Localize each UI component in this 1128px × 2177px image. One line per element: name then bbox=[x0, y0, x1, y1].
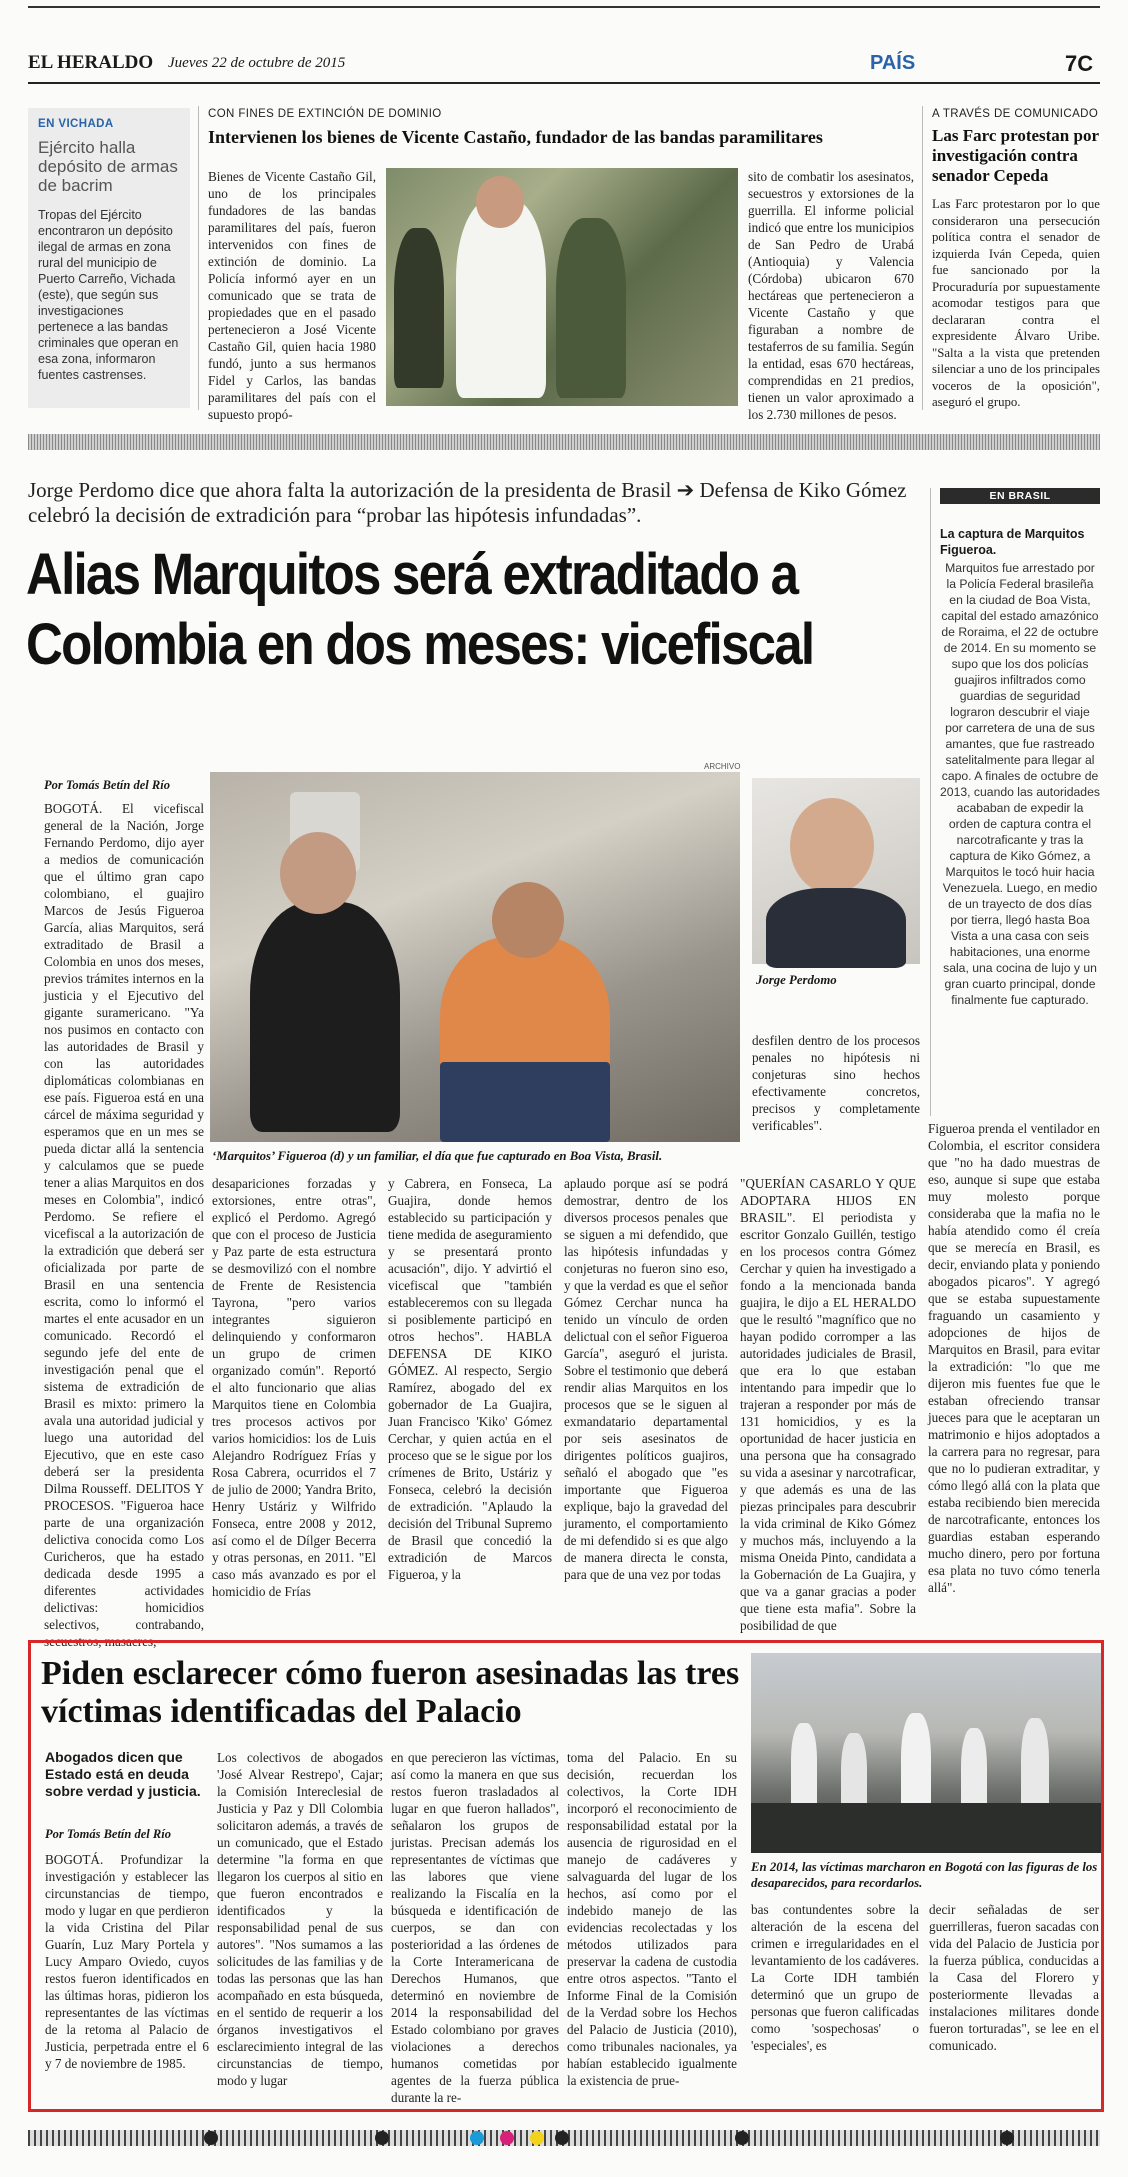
palacio-col1: BOGOTÁ. Profundizar la investigación y establecer las circunstancias de tiempo, modo y lugar en que perdieron la vida Cristina del Pilar Guarín, Luz Mary Portela y Lucy Amparo Oviedo, cuyos restos fueron identificados en las últimas horas, pidieron los representantes de las víctimas de la retoma al Palacio de Justicia, perpetrada entre el 6 y 7 de noviembre de 1985. bbox=[45, 1852, 209, 2071]
brief-farc-body: Las Farc protestaron por lo que consideraron una persecución política contra el senador de izquierda Iván Cepeda, quien fue sancionado por la Procuraduría por supuestamente acomodar testigos para que declararan contra el expresidente Álvaro Uribe. "Salta a la vista que pretenden silenciar a uno de los principales voceros de la oposición", aseguró el grupo. bbox=[932, 197, 1100, 409]
page-number: 7C bbox=[1065, 51, 1094, 76]
main-col5: "QUERÍAN CASARLO Y QUE ADOPTARA HIJOS EN BRASIL". El periodista y escritor Gonzalo Guillén, testigo en los procesos contra Gómez Cerchar y quien ha investigado a fondo a la mencionada banda guajira, le dijo a EL HERALDO que le resultó "magnífico que no hayan podido corromper a las autoridades judiciales de Brasil, que era lo que estaban intentando para impedir que lo trajeran a responder por más de 131 homicidios, y es la oportunidad de hacer justicia en una persona que ha consagrado su vida a asesinar y narcotraficar, y que además es una de las piezas principales para descubrir la vida criminal de Kiko Gómez y muchos más, incluyendo a la misma Oneida Pinto, candidata a la Gobernación de La Guajira, y que va a ganar gracias a poder que tiene esta mafia". Sobre la posibilidad de que bbox=[740, 1176, 916, 1633]
main-photo-caption: ‘Marquitos’ Figueroa (d) y un familiar, el día que fue capturado en Boa Vista, Brasil. bbox=[212, 1149, 663, 1163]
section-divider bbox=[28, 434, 1100, 450]
person-head bbox=[476, 176, 524, 228]
palacio-col5: bas contundentes sobre la alteración de la escena del crimen e irregularidades en el levantamiento de los cadáveres. La Corte IDH también determinó que un grupo de personas que fueron calificadas como 'sospechosas' o 'especiales', es bbox=[751, 1902, 919, 2053]
march-photo-caption: En 2014, las víctimas marcharon en Bogotá con las figuras de los desaparecidos, para recordarlos. bbox=[751, 1860, 1098, 1890]
figure bbox=[791, 1723, 817, 1813]
header-rule bbox=[28, 82, 1100, 84]
main-headline-line1: Alias Marquitos será extraditado a bbox=[26, 542, 798, 607]
column-rule bbox=[922, 106, 923, 410]
palacio-col2: Los colectivos de abogados 'José Alvear Restrepo', Cajar; la Comisión Intereclesial de Justicia y Paz y Dll Colombia solicitaron además, a través de un comunicado, que el Estado determine "la forma en que llegaron los cuerpos al sitio en que fueron encontrados e identificados y la responsabilidad penal de sus autores". "Nos sumamos a las solicitudes de las familias y de todas las personas que las han acompañado en esta búsqueda, en el sentido de requerir a los órganos investigativos el esclarecimiento integral de las circunstancias de tiempo, modo y lugar bbox=[217, 1750, 383, 2088]
register-dot bbox=[204, 2131, 218, 2145]
top-story-headline: Intervienen los bienes de Vicente Castaño, fundador de las bandas paramilitares bbox=[208, 127, 823, 147]
top-story-col2: sito de combatir los asesinatos, secuestros y extorsiones de la guerrilla. El informe policial indicó que entre los municipios de San Pedro de Urabá (Antioquia) y Valencia (Córdoba) ubicaron 670 hectáreas que pertenecieron a Vicente Castaño y que figuraban a nombre de testaferros de su familia. Según la entidad, esas 670 hectáreas, comprendidas en 21 predios, tienen un valor aproximado a los 2.730 millones de pesos. bbox=[748, 169, 914, 422]
main-byline: Por Tomás Betín del Río bbox=[44, 778, 170, 792]
section-label: PAÍS bbox=[870, 52, 916, 74]
person-figure bbox=[456, 198, 546, 398]
soldier-figure bbox=[394, 228, 444, 388]
palacio-col4: toma del Palacio. En su decisión, recuerdan los colectivos, la Corte IDH incorporó el reconocimiento de responsabilidad estatal por la ausencia de rigurosidad en el manejo de cadáveres y salvaguarda del lugar de los hechos, así como por el indebido manejo de las evidencias recolectadas y los métodos utilizados para preservar la cadena de custodia entre otros aspectos. "Tanto el Informe Final de la Comisión de la Verdad sobre los Hechos del Palacio de Justicia (2010), como tribunales nacionales, ya habían establecido igualmente la existencia de prue- bbox=[567, 1750, 737, 2088]
register-dot bbox=[555, 2131, 569, 2145]
man-head bbox=[280, 832, 356, 914]
castano-photo bbox=[386, 168, 738, 406]
main-col6: Figueroa prenda el ventilador en Colombia, el escritor considera que "no ha dado muestras de eso, aunque si supe que estaba muy molesto porque consideraba que la mafia no le había atendido como él creía que se merecía en Brasil, es decir, enviando plata y poniendo abogados picaros". Y agregó que se estaba supuestamente fraguando un casamiento y adopciones de hijos de Marquitos en Brasil, para evitar la extradición: "lo que me dijeron mis fuentes fue que le estaban ofreciendo transar jueces para que le aceptaran un matrimonio e hijos adoptados a la carrera para no regresar, para que no lo pudieran extraditar, y cómo llegó allá con la plata que estaba recibiendo bien merecida de narcotraficante, entonces los guardias estaban esperando mucho dinero, pero por fortuna esa plata no tuvo cómo tenerla allá". bbox=[928, 1121, 1100, 1595]
palacio-headline: Piden esclarecer cómo fueron asesinadas las tres víctimas identificadas del Palacio bbox=[41, 1655, 740, 1730]
soldier-figure bbox=[556, 218, 626, 398]
brief-farc-kicker: A TRAVÉS DE COMUNICADO bbox=[932, 108, 1099, 120]
portrait-head bbox=[790, 798, 874, 894]
man-black-shirt bbox=[250, 902, 400, 1132]
register-dot bbox=[735, 2131, 749, 2145]
palacio-byline: Por Tomás Betín del Río bbox=[45, 1827, 171, 1841]
column-rule bbox=[198, 106, 199, 410]
magenta-register-dot bbox=[500, 2131, 514, 2145]
main-col4: aplaudo porque así se podrá demostrar, dentro de los diversos procesos penales que se siguen a mi defendido, que las hipótesis infundadas y conjeturas no fueron sino eso, y que la verdad es que el señor Gómez Cerchar nunca ha tenido un vínculo de orden delictual con el señor Figueroa García", aseguró el jurista. Sobre el testimonio que deberá rendir alias Marquitos en los procesos que se le siguen al exmandatario departamental por seis asesinatos de dirigentes políticos guajiros, señaló el abogado que "es importante que Figueroa explique, bajo la gravedad del juramento, el comportamiento de mi defendido si es que algo de manera directa le consta, para que de una vez por todas bbox=[564, 1176, 728, 1582]
palacio-story-box bbox=[28, 1640, 1104, 2112]
top-edge-rule bbox=[28, 6, 1100, 8]
masthead: EL HERALDO bbox=[28, 52, 154, 73]
register-dot bbox=[375, 2131, 389, 2145]
portrait-suit bbox=[766, 888, 906, 968]
sidebar-tag: EN BRASIL bbox=[940, 488, 1100, 504]
brief-title: Ejército halla depósito de armas de bacrim bbox=[38, 138, 178, 195]
palacio-deck: Abogados dicen que Estado está en deuda sobre verdad y justicia. bbox=[45, 1749, 201, 1799]
photo-credit: ARCHIVO bbox=[704, 762, 741, 771]
sidebar-brasil bbox=[940, 488, 1100, 1116]
brief-vichada bbox=[28, 108, 190, 408]
brief-farc-headline: Las Farc protestan por investigación contra senador Cepeda bbox=[932, 126, 1099, 185]
top-story-col1: Bienes de Vicente Castaño Gil, uno de los principales fundadores de las bandas paramilitares del país, fueron intervenidos con fines de extinción de dominio. La Policía informó ayer en un comunicado que se trata de propiedades que en el pasado pertenecieron a José Vicente Castaño Gil, quien hacia 1980 fundó, junto a sus hermanos Fidel y Carlos, las bandas paramilitares del país con el supuesto propó- bbox=[208, 169, 376, 422]
marquitos-photo bbox=[210, 772, 740, 1142]
brief-kicker: EN VICHADA bbox=[38, 118, 114, 130]
sidebar-title: La captura de Marquitos Figueroa. bbox=[940, 527, 1085, 557]
jeans bbox=[440, 1062, 610, 1142]
register-dot bbox=[1000, 2131, 1014, 2145]
main-col5-top: desfilen dentro de los procesos penales no hipótesis ni conjeturas sino hechos efectivamente concretos, precisos y completamente verificables". bbox=[752, 1033, 920, 1133]
palacio-col6: decir señaladas de ser guerrilleras, fueron sacadas con vida del Palacio de Justicia por la fuerza pública, conducidas a la Casa del Florero y posteriormente llevadas a instalaciones militares donde fueron torturadas", se lee en el comunicado. bbox=[929, 1902, 1099, 2053]
perdomo-portrait bbox=[752, 778, 920, 964]
column-rule bbox=[930, 488, 931, 1116]
man-head bbox=[492, 882, 564, 958]
main-headline-line2: Colombia en dos meses: vicefiscal bbox=[26, 612, 814, 677]
cyan-register-dot bbox=[470, 2131, 484, 2145]
palacio-col3: en que perecieron las víctimas, así como la manera en que sus restos fueron trasladados al lugar en que fueron hallados", señalaron los grupos de juristas. Precisan además los representantes de víctimas que las labores que viene realizando la Fiscalía en la búsqueda e identificación de cuerpos, se dan con posterioridad a las órdenes de la Corte Interamericana de Derechos Humanos, que determinó en noviembre de 2014 la responsabilidad del Estado colombiano por graves violaciones a derechos humanos cometidas por agentes de la fuerza pública durante la re- bbox=[391, 1750, 559, 2105]
issue-date: Jueves 22 de octubre de 2015 bbox=[168, 55, 346, 71]
crowd bbox=[751, 1803, 1101, 1853]
portrait-caption: Jorge Perdomo bbox=[756, 973, 837, 987]
march-photo bbox=[751, 1653, 1101, 1853]
main-col3: y Cabrera, en Fonseca, La Guajira, donde hemos establecido su participación y tiene medida de aseguramiento y se presentará pronto acusación", dijo. Y advirtió el vicefiscal que "también estableceremos con su llegada si posiblemente participó en otros hechos". HABLA DEFENSA DE KIKO GÓMEZ. Al respecto, Sergio Ramírez, abogado del ex gobernador de La Guajira, Juan Francisco 'Kiko' Gómez Cerchar, y quien actúa en el proceso que se le sigue por los crímenes de Brito, Ustáriz y Fonseca, celebró la decisión de extradición. "Aplaudo la decisión del Tribunal Supremo de Brasil que concedió la extradición de Marcos Figueroa, y la bbox=[388, 1176, 552, 1582]
yellow-register-dot bbox=[530, 2131, 544, 2145]
top-story-kicker: CON FINES DE EXTINCIÓN DE DOMINIO bbox=[208, 108, 442, 120]
main-col2: desapariciones forzadas y extorsiones, entre otras", explicó el Perdomo. Agregó que con el proceso de Justicia y Paz parte de esta estructura se desmovilizó con el nombre de Frente de Resistencia Tayrona, "pero varios integrantes siguieron delinquiendo y conformaron un grupo de crimen organizado común". Reportó el alto funcionario que alias Marquitos tiene en Colombia tres procesos activos por varios homicidios: los de Luis Alejandro Rodríguez Frías y Rosa Cabrera, ocurridos el 7 de julio de 2000; Yandra Brito, Henry Ustáriz y Wilfrido Fonseca, entre 2008 y 2012, así como el de Dílger Becerra y otras personas, en 2011. "El caso más avanzado es por el homicidio de Frías bbox=[212, 1176, 376, 1599]
sidebar-body: Marquitos fue arrestado por la Policía Federal brasileña en la ciudad de Boa Vista, capital del estado amazónico de Roraima, el 22 de octubre de 2014. En su momento se supo que los dos policías guajiros infiltrados como guardias de seguridad lograron descubrir el viaje por carretera de una de sus amantes, que fue rastreado satelitalmente para llegar al capo. A finales de octubre de 2013, cuando las autoridades acababan de expedir la orden de captura contra el narcotraficante y tras la captura de Kiko Gómez, a Marquitos le tocó huir hacia Venezuela. Luego, en medio de un trayecto de dos días por tierra, llegó hasta Boa Vista a una casa con seis habitaciones, una enorme sala, una cocina de lujo y un gran cuarto principal, donde finalmente fue capturado. bbox=[940, 561, 1100, 1007]
main-deck: Jorge Perdomo dice que ahora falta la autorización de la presidenta de Brasil ➔ Defensa de Kiko Gómez celebró la decisión de extradición para “probar las hipótesis infundadas”. bbox=[28, 478, 907, 527]
main-col1: BOGOTÁ. El vicefiscal general de la Nación, Jorge Fernando Perdomo, dijo ayer a medios de comunicación que el último gran capo colombiano, el guajiro Marcos de Jesús Figueroa García, alias Marquitos, será extraditado de Brasil a Colombia en unos dos meses, previos trámites internos en la justicia y el Ejecutivo del gigante suramericano. "Ya nos pusimos en contacto con las autoridades de Brasil y con las autoridades diplomáticas colombianas en ese país. Figueroa está en una cárcel de máxima seguridad y esperamos que en un mes se pueda dictar allá la sentencia y calculamos que se puede tener a alias Marquitos en dos meses en Colombia", indicó Perdomo. Se refiere el vicefiscal a la autorización de la extradición que deberá ser oficializada por parte de Brasil en una sentencia escrita, como lo informó el martes el ente acusador en un comunicado. Recordó el segundo jefe del ente de investigación penal que el sistema de extradición de Brasil es mixto: primero la avala una autoridad judicial y luego una autoridad del Ejecutivo, que en este caso deberá ser la presidenta Dilma Rousseff. DELITOS Y PROCESOS. "Figueroa hace parte de una organización delictiva conocida como Los Curicheros, que ha estado dedicada desde 1995 a diferentes actividades delictivas: homicidios selectivos, contrabando, secuestros, masacres, bbox=[44, 801, 204, 1649]
brief-body: Tropas del Ejército encontraron un depósito ilegal de armas en zona rural del municipio de Puerto Carreño, Vichada (este), que según sus investigaciones pertenece a las bandas criminales que operan en esa zona, informaron fuentes castrenses. bbox=[38, 208, 179, 382]
